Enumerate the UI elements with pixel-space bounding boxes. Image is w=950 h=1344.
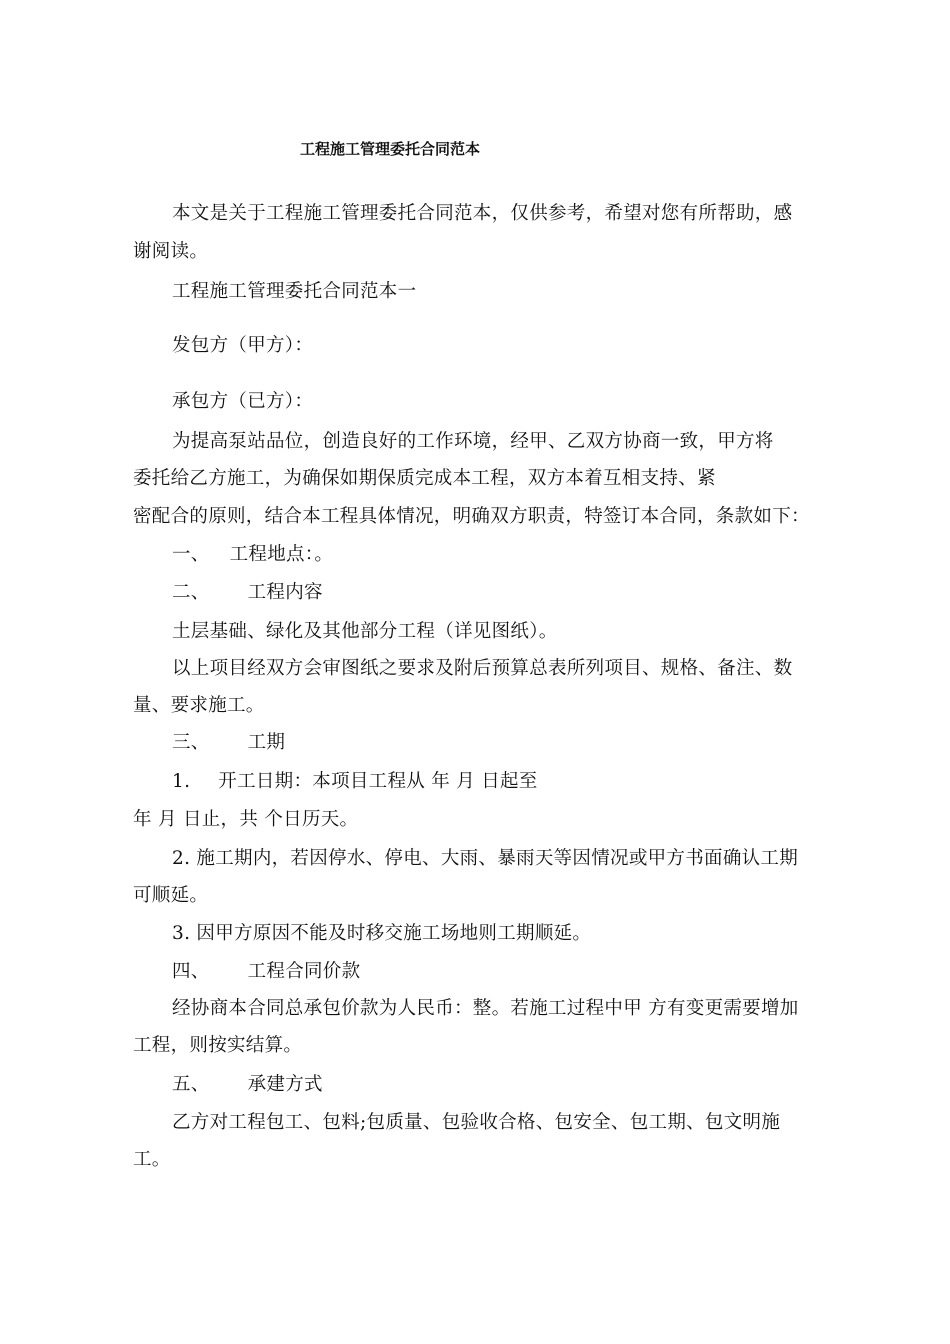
section-2-number: 二、 [172, 582, 210, 603]
section-4-text: 工程合同价款 [247, 961, 361, 982]
preamble-line-1: 为提高泵站品位，创造良好的工作环境，经甲、乙双方协商一致，甲方将 [172, 431, 774, 452]
section-4-body-line-2: 工程，则按实结算。 [133, 1035, 303, 1056]
section-3-text: 工期 [247, 732, 286, 753]
section-5 [172, 1073, 323, 1097]
party-a-label: 发包方（甲方）： [172, 335, 314, 356]
section-2-note-line-2: 量、要求施工。 [133, 695, 265, 716]
section-2-note-line-1: 以上项目经双方会审图纸之要求及附后预算总表所列项目、规格、备注、数 [172, 658, 793, 679]
section-1-text: 工程地点：。 [229, 544, 334, 565]
section-3-item-1-number: 1. [172, 771, 191, 792]
section-3-item-1 [172, 770, 538, 794]
preamble-line-3: 密配合的原则，结合本工程具体情况，明确双方职责，特签订本合同，条款如下： [133, 506, 810, 527]
section-2-text: 工程内容 [247, 582, 323, 603]
section-3-item-2-line-1: 2. 施工期内，若因停水、停电、大雨、暴雨天等因情况或甲方书面确认工期 [172, 848, 799, 869]
section-3-item-1-cont: 年 月 日止，共 个日历天。 [133, 809, 359, 830]
section-1 [172, 543, 333, 567]
section-3-item-1-text: 开工日期：本项目工程从 年 月 日起至 [218, 771, 538, 792]
section-2-body: 土层基础、绿化及其他部分工程（详见图纸）。 [172, 621, 558, 642]
section-3-number: 三、 [172, 732, 210, 753]
section-3 [172, 731, 285, 755]
intro-line-2: 谢阅读。 [133, 241, 209, 262]
section-4 [172, 960, 360, 984]
section-1-number: 一、 [172, 544, 210, 565]
preamble-line-2: 委托给乙方施工，为确保如期保质完成本工程，双方本着互相支持、紧 [133, 468, 716, 489]
section-4-number: 四、 [172, 961, 210, 982]
section-3-item-3: 3. 因甲方原因不能及时移交施工场地则工期顺延。 [172, 923, 592, 944]
document-title: 工程施工管理委托合同范本 [300, 140, 481, 158]
section-5-body-line-1: 乙方对工程包工、包料;包质量、包验收合格、包安全、包工期、包文明施 [172, 1112, 781, 1133]
contract-heading: 工程施工管理委托合同范本一 [172, 281, 417, 302]
intro-line-1: 本文是关于工程施工管理委托合同范本，仅供参考，希望对您有所帮助，感 [172, 203, 793, 224]
section-2 [172, 581, 323, 605]
party-b-label: 承包方（已方）： [172, 391, 314, 412]
section-4-body-line-1: 经协商本合同总承包价款为人民币：整。若施工过程中甲 方有变更需要增加 [172, 998, 799, 1019]
section-3-item-2-line-2: 可顺延。 [133, 885, 209, 906]
section-5-number: 五、 [172, 1074, 210, 1095]
section-5-text: 承建方式 [247, 1074, 323, 1095]
section-5-body-line-2: 工。 [133, 1149, 171, 1170]
